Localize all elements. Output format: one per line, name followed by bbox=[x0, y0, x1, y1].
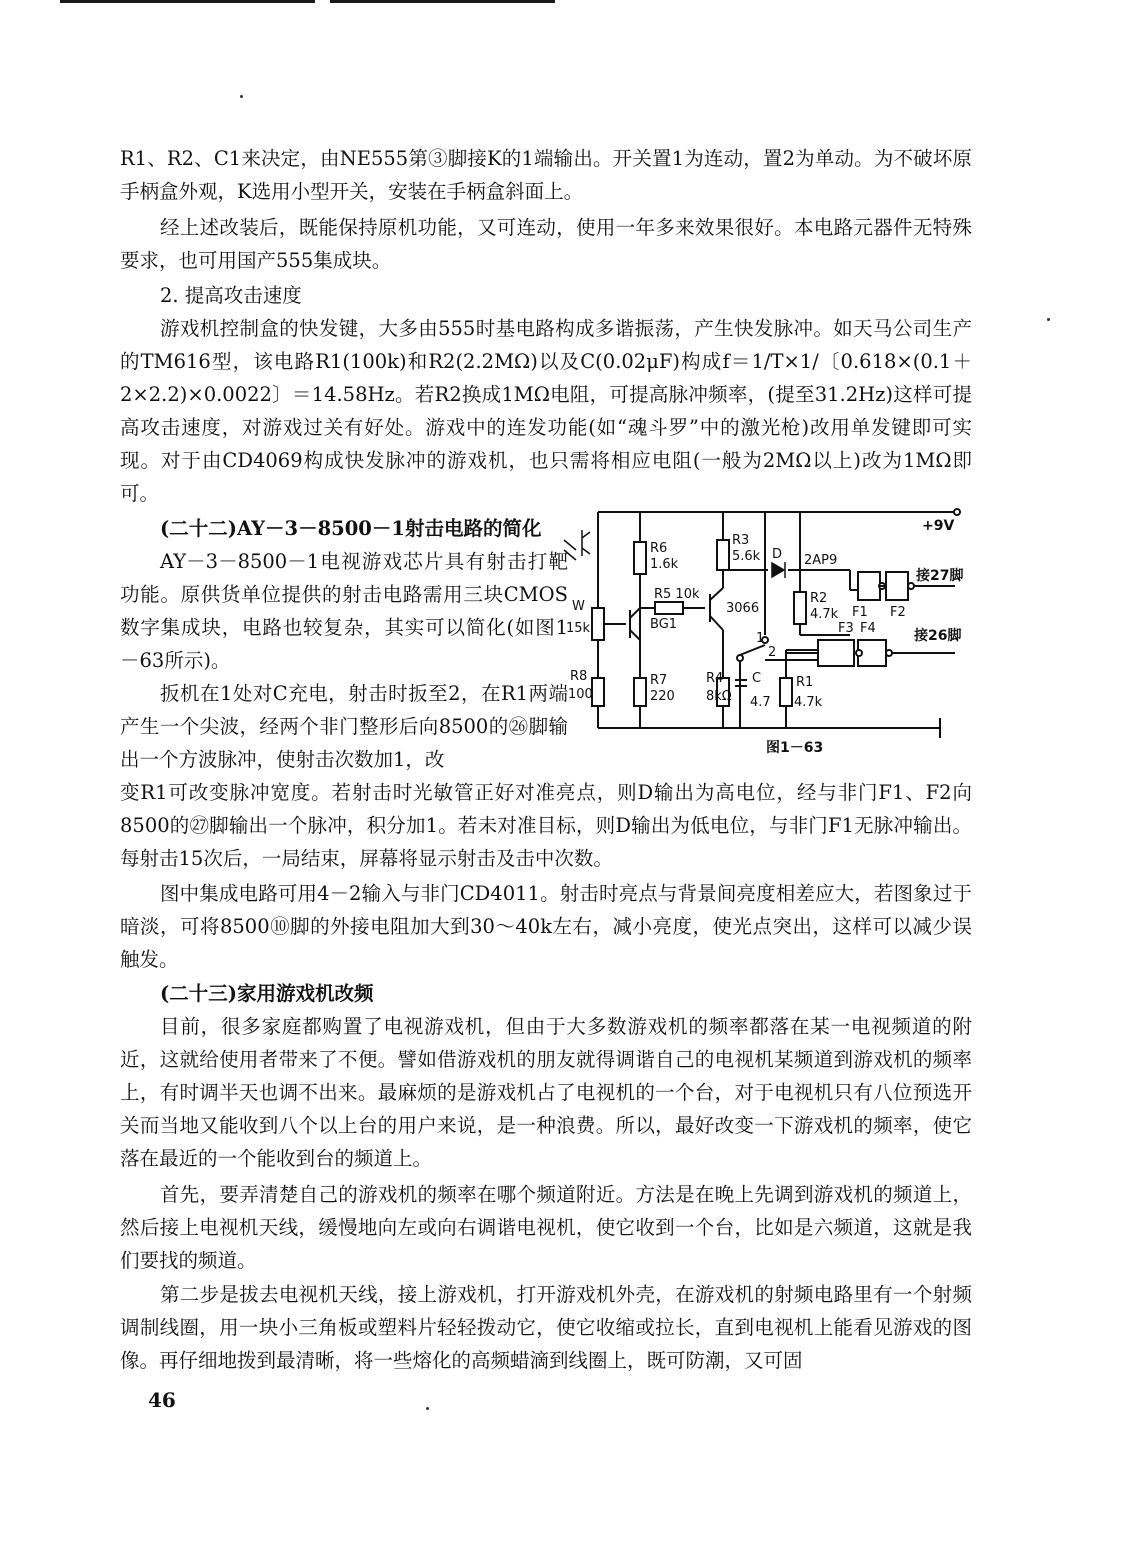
r6-value: 1.6k bbox=[650, 557, 679, 572]
f4-label: F4 bbox=[860, 621, 876, 636]
paragraph: 目前，很多家庭都购置了电视游戏机，但由于大多数游戏机的频率都落在某一电视频道的附近，这就给使用者带来了不便。譬如借游戏机的朋友就得调谐自己的电视机某频道到游戏机的频率上，有时调半天也调不出来。最麻烦的是游戏机占了电视机的一个台，对于电视机只有八位预选开关而当地又能收到八个以上台的用户来说，是一种浪费。所以，最好改变一下游戏机的频率，使它落在最近的一个能收到台的频道上。 bbox=[120, 1015, 972, 1170]
r8-label: R8 bbox=[570, 669, 588, 684]
r2-label: R2 bbox=[810, 591, 828, 606]
output-26-label: 接26脚 bbox=[914, 628, 962, 644]
f1-label: F1 bbox=[852, 605, 868, 620]
page-number: 46 bbox=[148, 1388, 176, 1412]
r6-label: R6 bbox=[650, 541, 668, 556]
r8-value: 100 bbox=[568, 687, 593, 702]
paragraph: AY－3－8500－1电视游戏芯片具有射击打靶功能。原供货单位提供的射击电路需用三块CMOS数字集成块，电路也较复杂，其实可以简化(如图1－63所示)。 bbox=[120, 550, 568, 672]
r1-value: 4.7k bbox=[794, 695, 823, 710]
r3-value: 5.6k bbox=[732, 549, 761, 564]
paragraph: 变R1可改变脉冲宽度。若射击时光敏管正好对准亮点，则D输出为高电位，经与非门F1、F2向8500的㉗脚输出一个脉冲，积分加1。若未对准目标，则D输出为低电位，与非门F1无脉冲输出。每射击15次后，一局结束，屏幕将显示射击及击中次数。 bbox=[120, 781, 972, 870]
switch-pos-1: 1 bbox=[756, 631, 765, 646]
circuit-diagram bbox=[560, 500, 980, 760]
r5-label: R5 10k bbox=[654, 587, 700, 602]
section-heading: (二十三)家用游戏机改频 bbox=[160, 982, 374, 1005]
paragraph: 经上述改装后，既能保持原机功能，又可连动，使用一年多来效果很好。本电路元器件无特殊要求，也可用国产555集成块。 bbox=[120, 216, 972, 272]
f3-label: F3 bbox=[838, 621, 854, 636]
r7-value: 220 bbox=[650, 689, 675, 704]
scan-speck bbox=[1047, 318, 1050, 321]
bg1-label: BG1 bbox=[650, 617, 678, 632]
r3-label: R3 bbox=[732, 533, 750, 548]
r2-value: 4.7k bbox=[810, 607, 839, 622]
w-label: W bbox=[572, 599, 585, 614]
paragraph: 游戏机控制盒的快发键，大多由555时基电路构成多谐振荡，产生快发脉冲。如天马公司生产的TM616型，该电路R1(100k)和R2(2.2MΩ)以及C(0.02μF)构成f＝1/T×1/〔0.618×(0.1＋2×2.2)×0.0022〕＝14.58Hz。若R2换成1MΩ电阻，可提高脉冲频率，(提至31.2Hz)这样可提高攻击速度，对游戏过关有好处。游戏中的连发功能(如“魂斗罗”中的激光枪)改用单发键即可实现。对于由CD4069构成快发脉冲的游戏机，也只需将相应电阻(一般为2MΩ以上)改为1MΩ即可。 bbox=[120, 317, 972, 505]
vcc-label: +9V bbox=[922, 518, 955, 534]
r4-value: 8kΩ bbox=[706, 689, 732, 704]
paragraph: 图中集成电路可用4－2输入与非门CD4011。射击时亮点与背景间亮度相差应大，若图象过于暗淡，可将8500⑩脚的外接电阻加大到30～40k左右，减小亮度，使光点突出，这样可以减少误触发。 bbox=[120, 882, 972, 971]
scan-speck bbox=[426, 1407, 429, 1410]
r4-label: R4 bbox=[706, 671, 724, 686]
diode-label: D bbox=[772, 547, 783, 562]
output-27-label: 接27脚 bbox=[916, 568, 964, 584]
w-value: 15k bbox=[566, 621, 591, 636]
section-heading: (二十二)AY－3－8500－1射击电路的简化 bbox=[160, 517, 542, 540]
scan-edge-line bbox=[330, 0, 555, 3]
f2-label: F2 bbox=[890, 605, 906, 620]
scan-speck bbox=[240, 95, 243, 98]
section-heading: 2. 提高攻击速度 bbox=[160, 284, 302, 307]
scan-edge-line bbox=[60, 0, 315, 3]
c-label: C bbox=[752, 671, 762, 686]
r7-label: R7 bbox=[650, 673, 668, 688]
diode-value: 2AP9 bbox=[804, 553, 838, 568]
paragraph: 首先，要弄清楚自己的游戏机的频率在哪个频道附近。方法是在晚上先调到游戏机的频道上，然后接上电视机天线，缓慢地向左或向右调谐电视机，使它收到一个台，比如是六频道，这就是我们要找的频道。 bbox=[120, 1183, 972, 1272]
c-value: 4.7 bbox=[750, 695, 771, 710]
paragraph: R1、R2、C1来决定，由NE555第③脚接K的1端输出。开关置1为连动，置2为单动。为不破坏原手柄盒外观，K选用小型开关，安装在手柄盒斜面上。 bbox=[120, 147, 972, 203]
ic-label: 3066 bbox=[726, 601, 760, 616]
paragraph: 扳机在1处对C充电，射击时扳至2，在R1两端产生一个尖波，经两个非门整形后向8500的㉖脚输出一个方波脉冲，使射击次数加1，改 bbox=[120, 682, 568, 771]
paragraph: 第二步是拔去电视机天线，接上游戏机，打开游戏机外壳，在游戏机的射频电路里有一个射频调制线圈，用一块小三角板或塑料片轻轻拨动它，使它收缩或拉长，直到电视机上能看见游戏的图像。再仔细地拨到最清晰，将一些熔化的高频蜡滴到线圈上，既可防潮，又可固 bbox=[120, 1283, 972, 1372]
r1-label: R1 bbox=[796, 675, 814, 690]
figure-caption: 图1－63 bbox=[766, 740, 824, 756]
switch-pos-2: 2 bbox=[768, 645, 777, 660]
